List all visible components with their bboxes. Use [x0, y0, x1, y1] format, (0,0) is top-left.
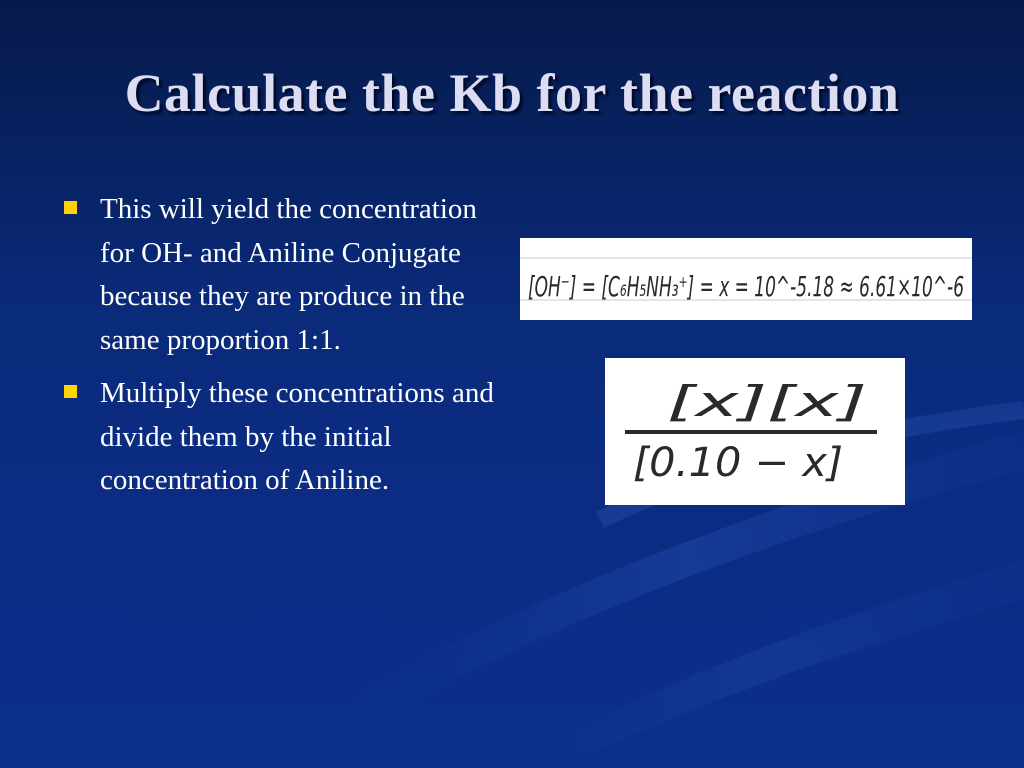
concentration-equation-text: [OH⁻] = [C₆H₅NH₃⁺] = x = 10^-5.18 ≈ 6.61×10^-6: [528, 270, 964, 303]
kb-fraction-image: [605, 358, 905, 505]
fraction-numerator: [x][x]: [667, 377, 867, 426]
fraction-denominator: [0.10 − x]: [633, 440, 843, 486]
bullet-item: [62, 188, 502, 362]
square-bullet-icon: [64, 201, 77, 214]
bullet-text: Multiply these concentrations and divide them by the initial concentration of Aniline.: [100, 377, 494, 496]
bullet-list: [62, 188, 502, 513]
slide-title: Calculate the Kb for the reaction: [124, 63, 900, 123]
concentration-equation-image: [520, 238, 972, 320]
bullet-item: [62, 372, 502, 503]
square-bullet-icon: [64, 385, 77, 398]
bullet-text: This will yield the concentration for OH- and Aniline Conjugate because they are produce in the same proportion 1:1.: [100, 193, 477, 356]
